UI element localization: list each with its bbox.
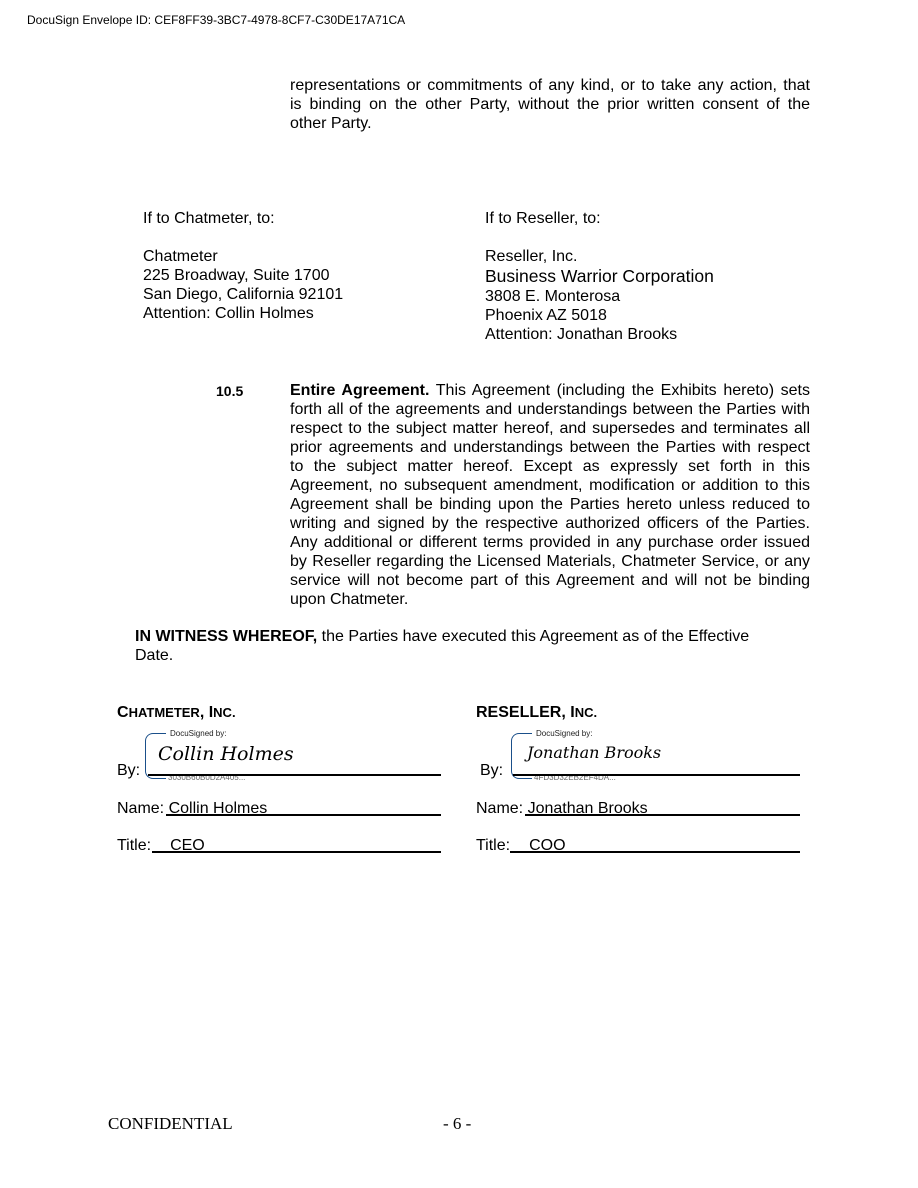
text-line: Agreement shall be binding upon the Parties hereto unless reduced to	[290, 496, 810, 513]
signature-collin-holmes: Collin Holmes	[158, 743, 294, 765]
address-line: 3808 E. Monterosa	[485, 288, 621, 305]
company-heading-chatmeter	[117, 704, 236, 722]
section-title: Entire Agreement.	[290, 382, 430, 399]
title-value: CEO	[170, 837, 205, 854]
text: , I	[561, 704, 575, 721]
text: NC.	[213, 705, 236, 720]
title-line	[510, 851, 800, 853]
company-name: Business Warrior Corporation	[485, 266, 714, 286]
signature-jonathan-brooks: Jonathan Brooks	[527, 743, 662, 762]
text-line: writing and signed by the respective authorized officers of the Parties.	[290, 515, 810, 532]
section-paragraph	[290, 381, 810, 609]
text-line: other Party.	[290, 115, 372, 132]
text-line: to the subject matter hereof. Except as expressly set forth in this	[290, 458, 810, 475]
signature-id: 3030B60B0D2A405...	[168, 773, 246, 782]
text-line: is binding on the other Party, without the prior written consent of the	[290, 96, 810, 113]
docusigned-label: DocuSigned by:	[170, 729, 227, 738]
signature-id: 4FD3D32EB2EF4DA...	[534, 773, 616, 782]
notice-chatmeter	[143, 209, 343, 323]
company-heading-reseller	[476, 704, 597, 722]
docusigned-label: DocuSigned by:	[536, 729, 593, 738]
section-number: 10.5	[216, 383, 244, 399]
label: Name:	[476, 800, 524, 817]
address-line: Attention: Collin Holmes	[143, 305, 314, 322]
label: Title:	[117, 837, 152, 854]
witness-clause	[135, 627, 749, 665]
signature-line	[148, 774, 441, 776]
text-line	[290, 381, 810, 400]
text: RESELLER	[476, 704, 562, 721]
text-line: Agreement, no subsequent amendment, modification or addition to this	[290, 477, 810, 494]
text-line: respect to the subject matter hereof, and supersedes and terminates all	[290, 420, 810, 437]
text: C	[117, 704, 129, 721]
text: , I	[199, 704, 214, 721]
address-line: Reseller, Inc.	[485, 248, 578, 265]
address-line: Attention: Jonathan Brooks	[485, 326, 678, 343]
address-line: Phoenix AZ 5018	[485, 307, 607, 324]
page-number: - 6 -	[443, 1114, 472, 1133]
text-line: representations or commitments of any kind, or to take any action, that	[290, 77, 810, 94]
label: Title:	[476, 837, 511, 854]
confidential-footer: CONFIDENTIAL	[108, 1114, 233, 1133]
title-line	[152, 851, 441, 853]
address-line: Chatmeter	[143, 248, 218, 265]
text: the Parties have executed this Agreement as of the Effective	[317, 628, 750, 645]
witness-bold: IN WITNESS WHEREOF,	[135, 628, 318, 645]
text-line: prior agreements and understandings between the Parties with respect	[290, 439, 810, 456]
text: HATMETER	[128, 705, 200, 720]
text-line: upon Chatmeter.	[290, 591, 409, 608]
notice-heading: If to Reseller, to:	[485, 210, 601, 227]
text-line: Date.	[135, 647, 174, 664]
text-line: forth all of the agreements and understandings between the Parties with	[290, 401, 810, 418]
name-value: Collin Holmes	[168, 800, 268, 817]
intro-paragraph	[290, 76, 810, 133]
signature-line	[513, 774, 800, 776]
by-label: By:	[117, 762, 141, 779]
name-value: Jonathan Brooks	[527, 800, 648, 817]
notice-heading: If to Chatmeter, to:	[143, 210, 275, 227]
notice-reseller	[485, 209, 714, 344]
text: NC.	[574, 705, 598, 720]
address-line: San Diego, California 92101	[143, 286, 344, 303]
envelope-id: DocuSign Envelope ID: CEF8FF39-3BC7-4978-8CF7-C30DE17A71CA	[27, 13, 406, 27]
text-line: Any additional or different terms provided in any purchase order issued	[290, 534, 810, 551]
text-line: by Reseller regarding the Licensed Materials, Chatmeter Service, or any	[290, 553, 810, 570]
address-line: 225 Broadway, Suite 1700	[143, 267, 330, 284]
title-value: COO	[529, 837, 566, 854]
text-line: service will not become part of this Agreement and will not be binding	[290, 572, 810, 589]
name-line	[166, 814, 441, 816]
text: This Agreement (including the Exhibits hereto) sets	[429, 382, 811, 399]
name-line	[525, 814, 800, 816]
by-label: By:	[480, 762, 504, 779]
label: Name:	[117, 800, 165, 817]
